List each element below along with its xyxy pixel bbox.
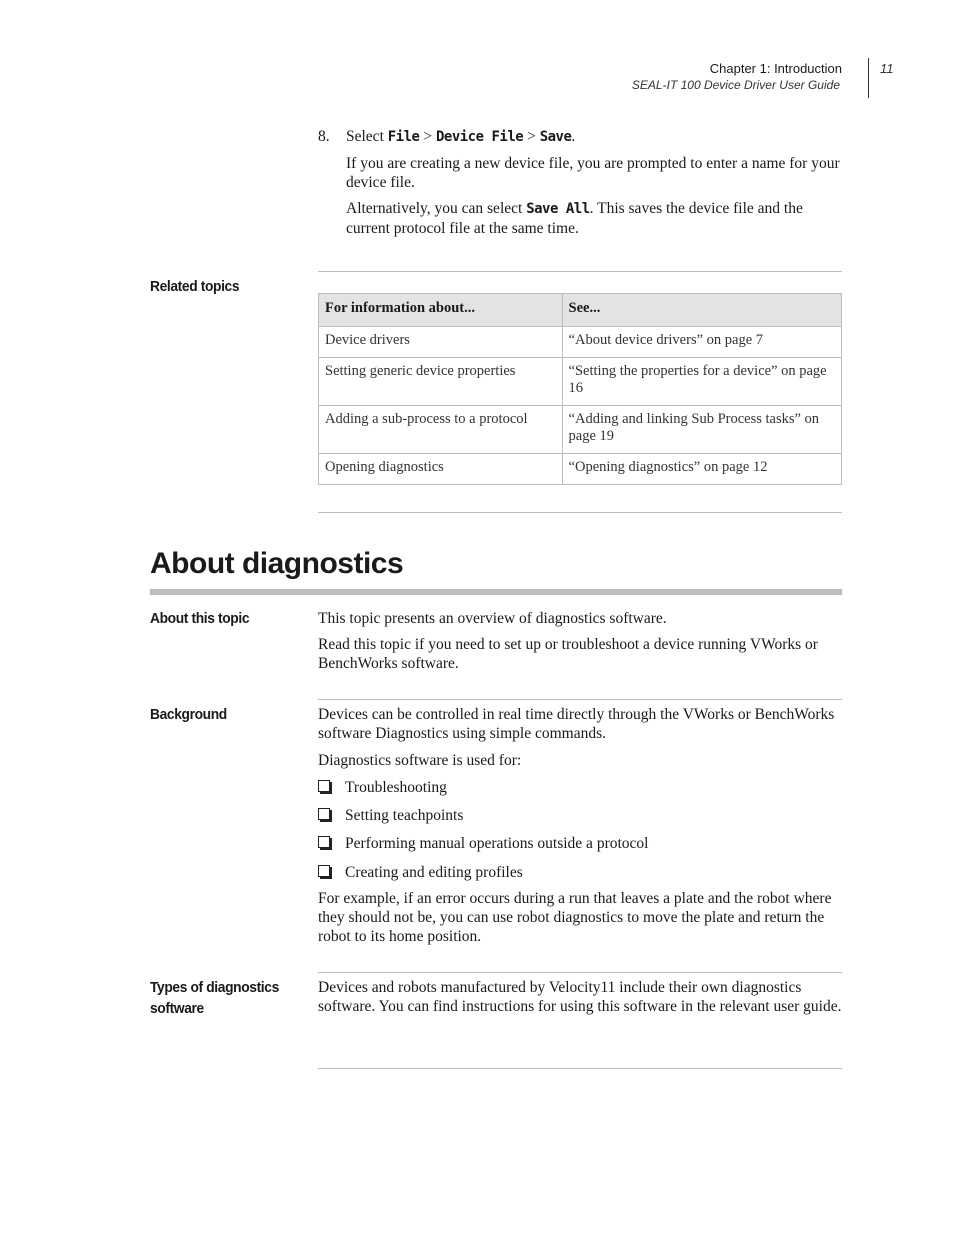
list-item-text: Setting teachpoints: [345, 807, 464, 824]
period: .: [571, 128, 576, 145]
list-item-text: Troubleshooting: [345, 779, 447, 796]
step-number: 8.: [318, 128, 330, 145]
about-topic-paragraph: This topic presents an overview of diagnostics software.: [318, 610, 667, 627]
menu-separator: >: [423, 128, 433, 145]
menu-save: Save: [539, 129, 572, 145]
section-rule: [318, 271, 842, 272]
table-header-row: [319, 294, 842, 327]
see-cell: “Opening diagnostics” on page 12: [562, 454, 841, 485]
table-row: [319, 358, 842, 406]
list-item: [318, 778, 447, 797]
background-label: Background: [150, 706, 227, 723]
step-paragraph-alternatively: [346, 199, 842, 238]
section-title-bar: [150, 589, 842, 595]
menu-device-file: Device File: [435, 129, 524, 145]
menu-file: File: [387, 129, 420, 145]
related-topics-label: Related topics: [150, 278, 240, 295]
column-header-see: See...: [562, 294, 841, 327]
alt-prefix: Alternatively, you can select: [346, 200, 523, 217]
checkbox-bullet-icon: [318, 836, 330, 848]
background-paragraph: Devices can be controlled in real time directly through the VWorks or BenchWorks software Diagnostics using simple commands.: [318, 706, 835, 742]
page-number: 11: [880, 61, 894, 76]
section-rule: [318, 972, 842, 973]
checkbox-bullet-icon: [318, 865, 330, 877]
menu-separator: >: [527, 128, 536, 145]
related-topics-table-wrap: [318, 293, 842, 485]
step-paragraph-new-file: If you are creating a new device file, you are prompted to enter a name for your device file.: [346, 155, 840, 191]
topic-cell: Setting generic device properties: [319, 358, 563, 406]
checkbox-bullet-icon: [318, 780, 330, 792]
topic-cell: Opening diagnostics: [319, 454, 563, 485]
checkbox-bullet-icon: [318, 808, 330, 820]
column-header-topic: For information about...: [319, 294, 563, 327]
section-title: About diagnostics: [150, 547, 404, 580]
table-row: [319, 327, 842, 358]
background-paragraph: Diagnostics software is used for:: [318, 752, 522, 769]
step-instruction: [346, 127, 842, 147]
list-item-text: Performing manual operations outside a protocol: [345, 835, 649, 852]
see-cell: “Setting the properties for a device” on page 16: [562, 358, 841, 406]
types-label: Types of diagnostics software: [150, 979, 279, 1017]
section-rule: [318, 512, 842, 513]
background-paragraph: For example, if an error occurs during a run that leaves a plate and the robot where they should not be, you can use robot diagnostics to move the plate and return the robot to its home position.: [318, 890, 832, 945]
about-topic-label: About this topic: [150, 610, 250, 627]
table-row: [319, 454, 842, 485]
running-header-chapter: Chapter 1: Introduction: [709, 61, 842, 76]
running-header-guide-title: SEAL-IT 100 Device Driver User Guide: [631, 78, 840, 92]
alt-suffix: . This saves the device file and the current protocol file at the same time.: [346, 200, 803, 237]
header-divider: [868, 58, 869, 98]
menu-save-all: Save All: [526, 201, 590, 217]
section-rule: [318, 1068, 842, 1069]
list-item: [318, 863, 523, 882]
list-item-text: Creating and editing profiles: [345, 864, 523, 881]
see-cell: “Adding and linking Sub Process tasks” on page 19: [562, 406, 841, 454]
see-cell: “About device drivers” on page 7: [562, 327, 841, 358]
topic-cell: Adding a sub-process to a protocol: [319, 406, 563, 454]
select-word: Select: [346, 128, 384, 145]
section-rule: [318, 699, 842, 700]
list-item: [318, 834, 648, 853]
table-row: [319, 406, 842, 454]
types-paragraph: Devices and robots manufactured by Velocity11 include their own diagnostics software. You can find instructions for using this software in the relevant user guide.: [318, 979, 842, 1015]
related-topics-table: [318, 293, 842, 485]
about-topic-paragraph: Read this topic if you need to set up or troubleshoot a device running VWorks or BenchWorks software.: [318, 636, 818, 672]
topic-cell: Device drivers: [319, 327, 563, 358]
list-item: [318, 806, 463, 825]
